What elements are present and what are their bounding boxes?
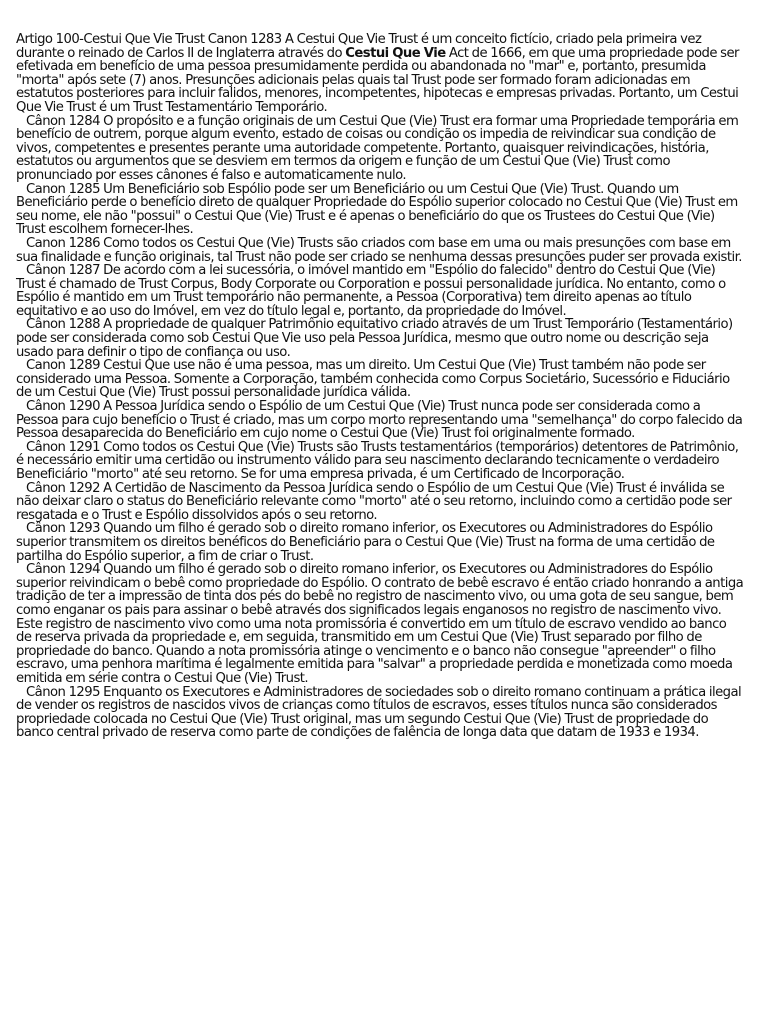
- paragraph-canon-1295: Cânon 1295 Enquanto os Executores e Administradores de sociedades sob o direito romano continuam a prática ilegal de vender os registros de nascidos vivos de crianças como títulos de escravos, esses títulos nunca são considerados propriedade colocada no Cestui Que (Vie) Trust original, mas um segundo Cestui Que (Vie) Trust de propriedade do banco central privado de reserva como parte de condições de falência de longa data que datam de 1933 e 1934.: [16, 684, 742, 741]
- paragraph-canon-1289: Canon 1289 Cestui Que use não é uma pessoa, mas um direito. Um Cestui Que (Vie) Trust também não pode ser considerado uma Pessoa. Somente a Corporação, também conhecida como Corpus Societário, Sucessório e Fiduciário de um Cestui Que (Vie) Trust possui personalidade jurídica válida.: [16, 358, 730, 401]
- paragraph-text: Artigo 100-Cestui Que Vie Trust Canon 1283 A Cestui Que Vie Trust é um conceito fictício, criado pela primeira vez durante o reinado de Carlos II de Inglaterra através do: [16, 32, 702, 61]
- paragraph-canon-1286: Canon 1286 Como todos os Cestui Que (Vie) Trusts são criados com base em uma ou mais presunções com base em sua finalidade e função originais, tal Trust não pode ser criado se nenhuma dessas presunções puder ser provada existir.: [16, 235, 742, 265]
- bold-act-name: Cestui Que Vie: [345, 45, 446, 61]
- paragraph-canon-1293: Cânon 1293 Quando um filho é gerado sob o direito romano inferior, os Executores ou Administradores do Espólio superior transmitem os direitos benéficos do Beneficiário para o Cestui Que (Vie) Trust na forma de uma certidão de partilha do Espólio superior, a fim de criar o Trust.: [16, 521, 715, 564]
- paragraph-text: Act de 1666, em que uma propriedade pode ser efetivada em benefício de uma pessoa presumidamente perdida ou abandonada no "mar" e, portanto, presumida "morta" após sete (7) anos. Presunções adicionais pelas quais tal Trust pode ser formado foram adicionadas em estatutos posteriores para incluir falidos, menores, incompetentes, hipotecas e empresas privadas. Portanto, um Cestui Que Vie Trust é um Trust Testamentário Temporário.: [16, 45, 739, 115]
- paragraph-canon-1294: Cânon 1294 Quando um filho é gerado sob o direito romano inferior, os Executores ou Administradores do Espólio superior reivindicam o bebê como propriedade do Espólio. O contrato de bebê escravo é então criado honrando a antiga tradição de ter a impressão de tinta dos pés do bebê no registro de nascimento vivo, ou uma gota de seu sangue, bem como enganar os pais para assinar o bebê através dos significados legais enganosos no registro de nascimento vivo. Este registro de nascimento vivo como uma nota promissória é convertido em um título de escravo vendido ao banco de reserva privada da propriedade e, em seguida, transmitido em um Cestui Que (Vie) Trust separado por filho de propriedade do banco. Quando a nota promissória atinge o vencimento e o banco não consegue "apreender" o filho escravo, uma penhora marítima é legalmente emitida para "salvar" a propriedade perdida e monetizada como moeda emitida em série contra o Cestui Que (Vie) Trust.: [16, 562, 744, 686]
- document-page: [16, 33, 744, 740]
- paragraph-canon-1291: Cânon 1291 Como todos os Cestui Que (Vie) Trusts são Trusts testamentários (temporários) detentores de Patrimônio, é necessário emitir uma certidão ou instrumento válido para seu nascimento declarando tecnicamente o verdadeiro Beneficiário "morto" até seu retorno. Se for uma empresa privada, é um Certificado de Incorporação.: [16, 439, 739, 482]
- paragraph-canon-1288: Cânon 1288 A propriedade de qualquer Patrimônio equitativo criado através de um Trust Temporário (Testamentário) pode ser considerada como sob Cestui Que Vie uso pela Pessoa Jurídica, mesmo que outro nome ou descrição seja usado para definir o tipo de confiança ou uso.: [16, 317, 733, 360]
- paragraph-canon-1287: Cânon 1287 De acordo com a lei sucessória, o imóvel mantido em "Espólio do falecido" dentro do Cestui Que (Vie) Trust é chamado de Trust Corpus, Body Corporate ou Corporation e possui personalidade jurídica. No entanto, como o Espólio é mantido em um Trust temporário não permanente, a Pessoa (Corporativa) tem direito apenas ao título equitativo e ao uso do Imóvel, em vez do título legal e, portanto, da propriedade do Imóvel.: [16, 263, 726, 319]
- paragraph-canon-1284: Cânon 1284 O propósito e a função originais de um Cestui Que (Vie) Trust era formar uma Propriedade temporária em benefício de outrem, porque algum evento, estado de coisas ou condição os impedia de reivindicar sua condição de vivos, competentes e presentes perante uma autoridade competente. Portanto, quaisquer reivindicações, história, estatutos ou argumentos que se desviem em termos da origem e função de um Cestui Que (Vie) Trust como pronunciado por esses cânones é falso e automaticamente nulo.: [16, 113, 739, 183]
- paragraph-canon-1290: Cânon 1290 A Pessoa Jurídica sendo o Espólio de um Cestui Que (Vie) Trust nunca pode ser considerada como a Pessoa para cujo benefício o Trust é criado, mas um corpo morto representando uma "semelhança" do corpo falecido da Pessoa desaparecida do Beneficiário em cujo nome o Cestui Que (Vie) Trust foi originalmente formado.: [16, 399, 743, 442]
- paragraph-canon-1283: [16, 33, 744, 115]
- paragraph-canon-1285: Canon 1285 Um Beneficiário sob Espólio pode ser um Beneficiário ou um Cestui Que (Vie) Trust. Quando um Beneficiário perde o benefício direto de qualquer Propriedade do Espólio superior colocado no Cestui Que (Vie) Trust em seu nome, ele não "possui" o Cestui Que (Vie) Trust e é apenas o beneficiário do que os Trustees do Cestui Que (Vie) Trust escolhem fornecer-lhes.: [16, 181, 738, 238]
- paragraph-canon-1292: Cânon 1292 A Certidão de Nascimento da Pessoa Jurídica sendo o Espólio de um Cestui Que (Vie) Trust é inválida se não deixar claro o status do Beneficiário relevante como "morto" até o seu retorno, incluindo como a certidão pode ser resgatada e o Trust e Espólio dissolvidos após o seu retorno.: [16, 480, 732, 523]
